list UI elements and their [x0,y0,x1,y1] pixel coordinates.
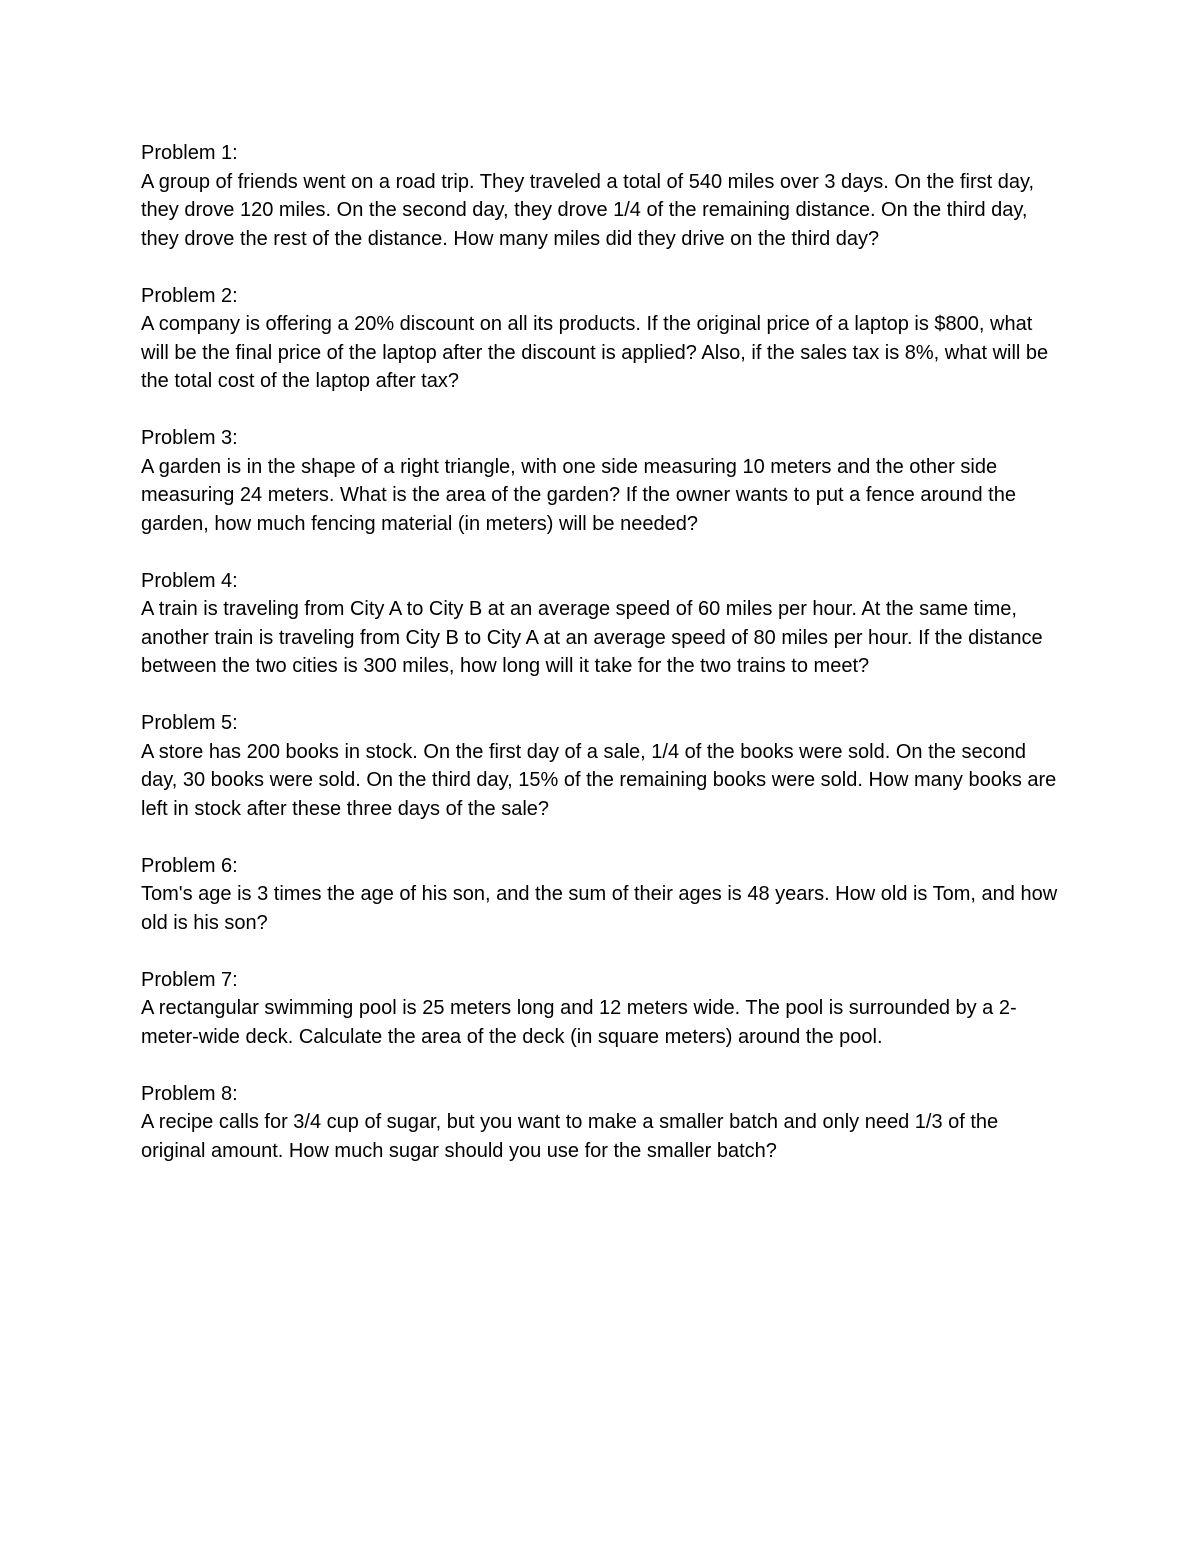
problem-text: A recipe calls for 3/4 cup of sugar, but you want to make a smaller batch and only need 1/3 of the original amount. How much sugar should you use for the smaller batch? [141,1111,999,1162]
problem-5 [141,709,1071,823]
problem-text: A company is offering a 20% discount on all its products. If the original price of a laptop is $800, what will be the final price of the laptop after the discount is applied? Also, if the sales tax is 8%, what will be the total cost of the laptop after tax? [141,313,1049,392]
problem-2 [141,282,1071,396]
problem-text: A rectangular swimming pool is 25 meters long and 12 meters wide. The pool is surrounded by a 2-meter-wide deck. Calculate the area of the deck (in square meters) around the pool. [141,997,1017,1048]
problem-text: Tom's age is 3 times the age of his son, and the sum of their ages is 48 years. How old is Tom, and how old is his son? [141,883,1058,934]
problem-text: A group of friends went on a road trip. They traveled a total of 540 miles over 3 days. On the first day, they drove 120 miles. On the second day, they drove 1/4 of the remaining distance. On the third day, they drove the rest of the distance. How many miles did they drive on the third day? [141,170,1035,250]
problem-text: A store has 200 books in stock. On the first day of a sale, 1/4 of the books were sold. On the second day, 30 books were sold. On the third day, 15% of the remaining books were sold. How many books are left in stock after these three days of the sale? [141,740,1057,820]
problem-6 [141,852,1071,938]
problem-title: Problem 7: [141,968,238,991]
problem-3 [141,424,1071,538]
problem-title: Problem 5: [141,712,238,734]
problem-title: Problem 6: [141,854,238,877]
document-page [141,139,1071,1194]
problem-7 [141,966,1071,1052]
problem-title: Problem 4: [141,569,238,592]
problem-title: Problem 8: [141,1082,238,1105]
problem-title: Problem 3: [141,427,238,449]
problem-1 [141,139,1071,253]
problem-text: A garden is in the shape of a right triangle, with one side measuring 10 meters and the other side measuring 24 meters. What is the area of the garden? If the owner wants to put a fence around the garden, how much fencing material (in meters) will be needed? [141,455,1016,535]
problem-title: Problem 2: [141,284,238,307]
problem-title: Problem 1: [141,142,238,164]
problem-8 [141,1080,1071,1166]
problem-4 [141,567,1071,681]
problem-text: A train is traveling from City A to City B at an average speed of 60 miles per hour. At the same time, another train is traveling from City B to City A at an average speed of 80 miles per hour. If the distance between the two cities is 300 miles, how long will it take for the two trains to meet? [141,598,1043,677]
